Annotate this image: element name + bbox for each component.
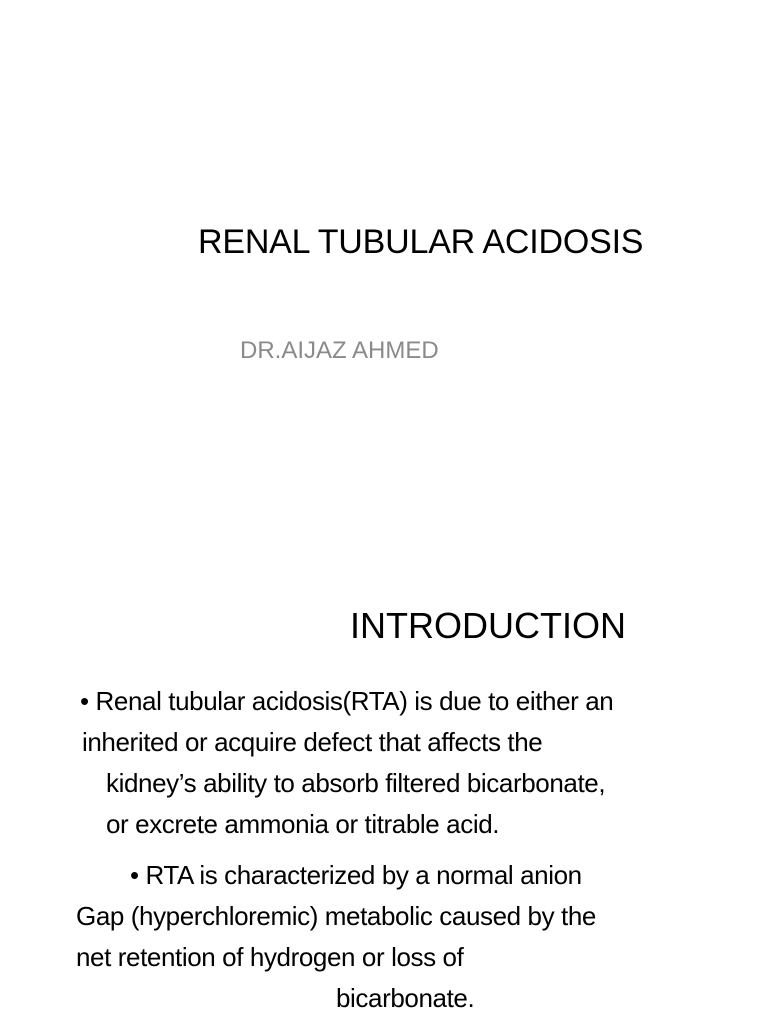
bullet-line: • Renal tubular acidosis(RTA) is due to either an [80,686,614,716]
bullet-line: kidney’s ability to absorb filtered bicarbonate, [106,768,606,798]
bullet-item [74,855,596,1019]
bullet-line: bicarbonate. [336,983,475,1013]
bullet-line: net retention of hydrogen or loss of [76,942,464,972]
bullet-line: or excrete ammonia or titrable acid. [106,809,500,839]
slide-title: INTRODUCTION [350,605,626,646]
bullet-line: inherited or acquire defect that affects the [82,727,543,757]
slide-title: RENAL TUBULAR ACIDOSIS [198,223,644,261]
slide-subtitle-author: DR.AIJAZ AHMED [240,337,439,364]
bullet-line: • RTA is characterized by a normal anion [130,860,582,890]
bullet-item [76,681,613,845]
introduction-slide [0,512,768,1024]
bullet-line: Gap (hyperchloremic) metabolic caused by the [76,901,596,931]
